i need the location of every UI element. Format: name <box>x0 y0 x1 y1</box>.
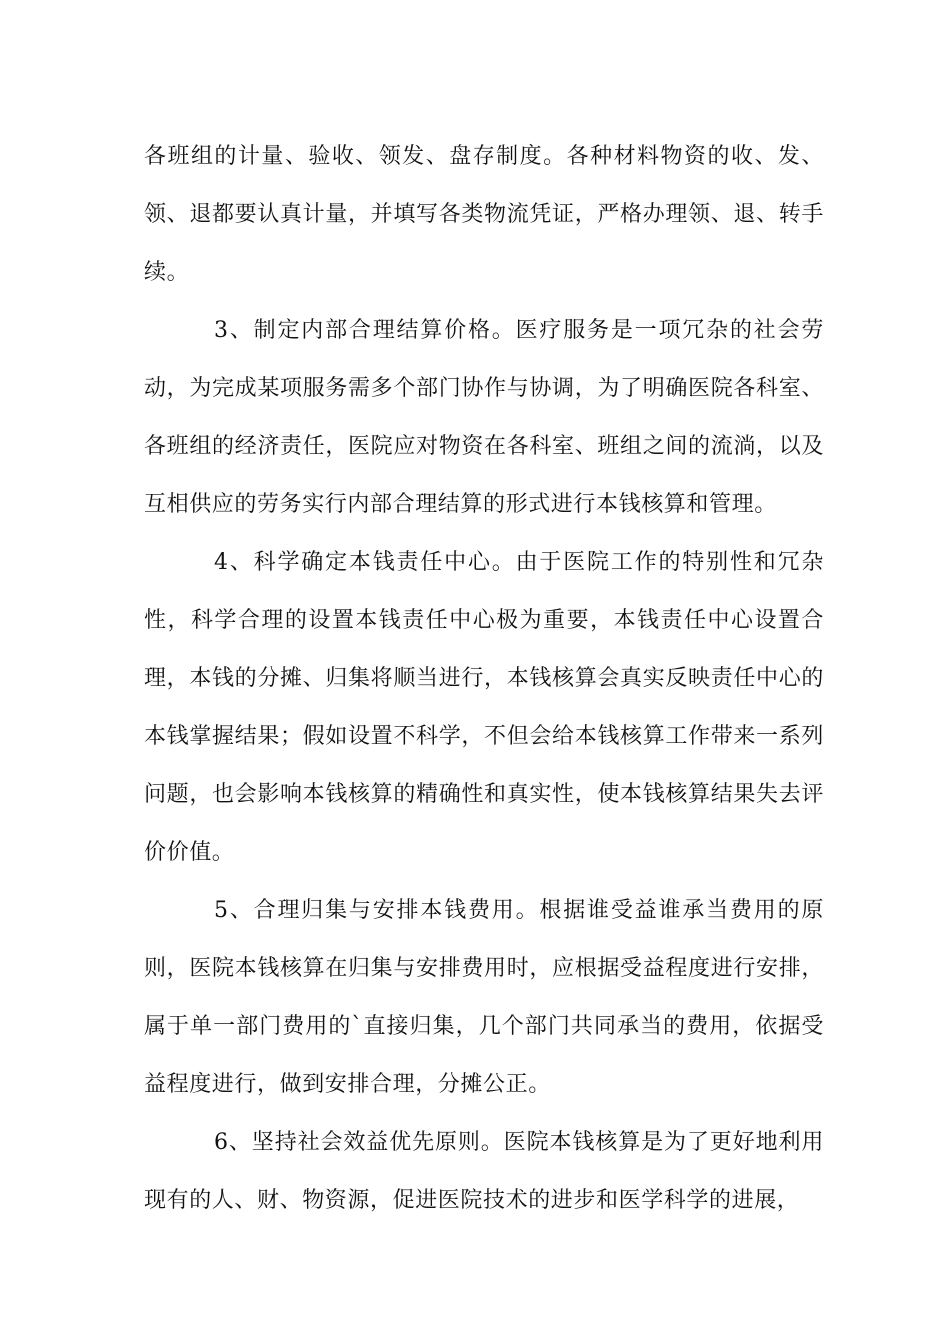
paragraph-item-5: 5、合理归集与安排本钱费用。根据谁受益谁承当费用的原则，医院本钱核算在归集与安排费用时，应根据受益程度进行安排，属于单一部门费用的`直接归集，几个部门共同承当的费用，依据受益程度进行，做到安排合理，分摊公正。 <box>144 898 824 1097</box>
paragraph-item-4: 4、科学确定本钱责任中心。由于医院工作的特别性和冗杂性，科学合理的设置本钱责任中心极为重要，本钱责任中心设置合理，本钱的分摊、归集将顺当进行，本钱核算会真实反映责任中心的本钱掌握结果；假如设置不科学，不但会给本钱核算工作带来一系列问题，也会影响本钱核算的精确性和真实性，使本钱核算结果失去评价价值。 <box>144 550 824 865</box>
document-body <box>144 128 824 1230</box>
paragraph-item-6: 6、坚持社会效益优先原则。医院本钱核算是为了更好地利用现有的人、财、物资源，促进医院技术的进步和医学科学的进展， <box>144 1130 824 1213</box>
paragraph-continuation: 各班组的计量、验收、领发、盘存制度。各种材料物资的收、发、领、退都要认真计量，并填写各类物流凭证，严格办理领、退、转手续。 <box>144 144 824 285</box>
paragraph-item-3: 3、制定内部合理结算价格。医疗服务是一项冗杂的社会劳动，为完成某项服务需多个部门协作与协调，为了明确医院各科室、各班组的经济责任，医院应对物资在各科室、班组之间的流淌，以及互相供应的劳务实行内部合理结算的形式进行本钱核算和管理。 <box>144 318 824 517</box>
